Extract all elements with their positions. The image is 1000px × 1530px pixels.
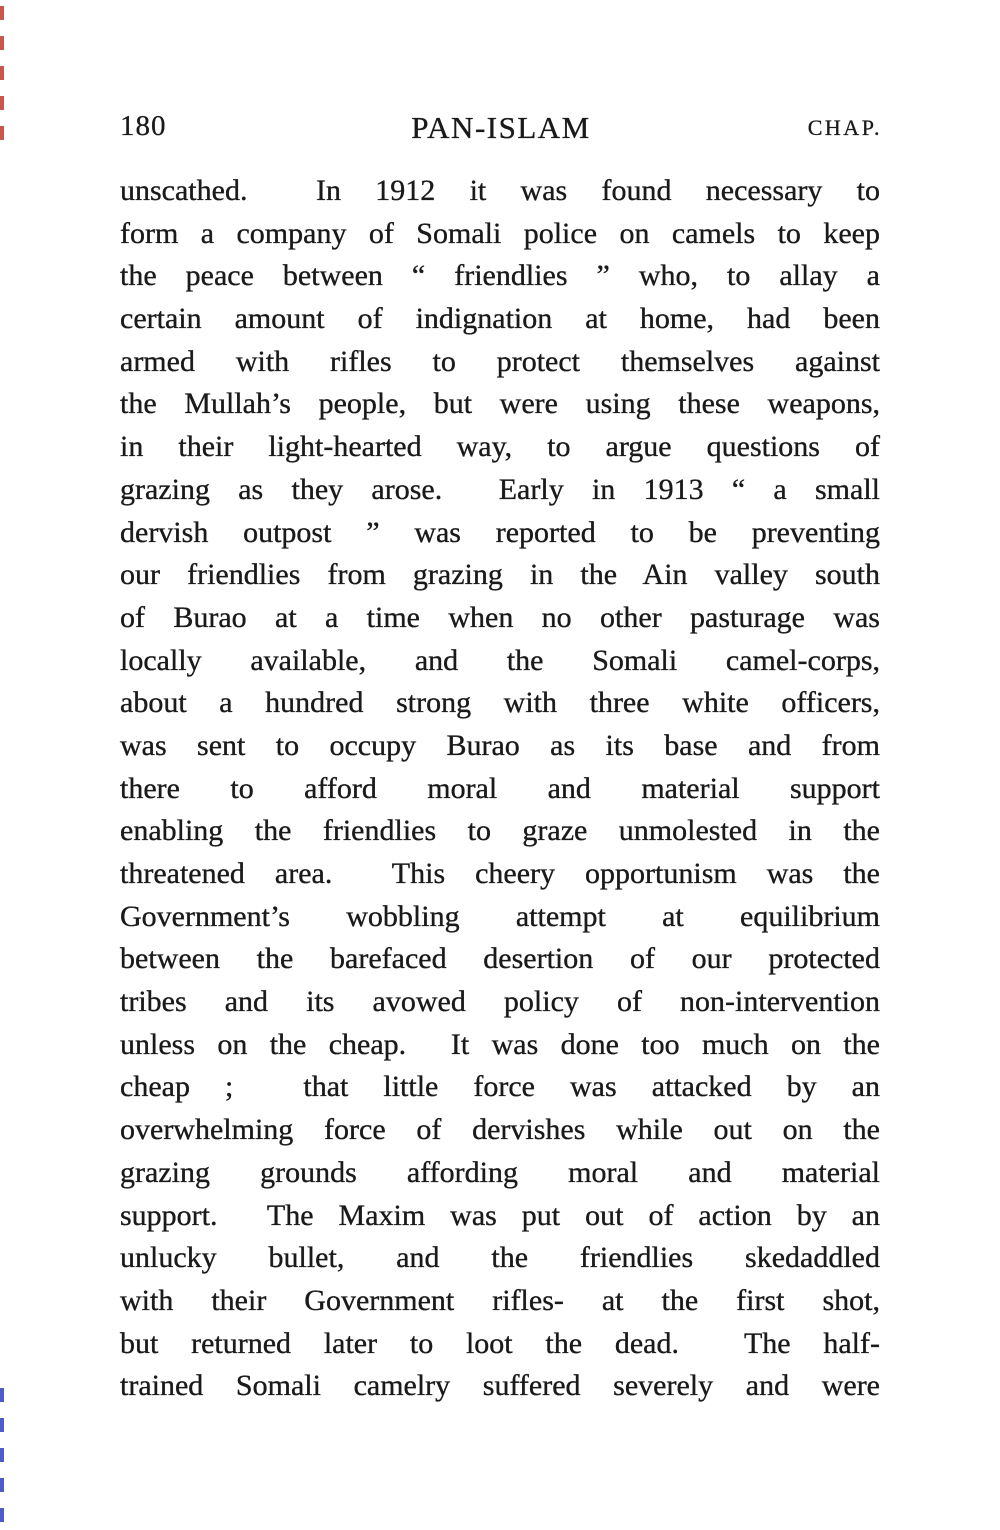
text-line: unlucky bullet, and the friendlies skedaddled: [120, 1241, 880, 1275]
chapter-marker: CHAP.: [807, 115, 882, 140]
running-title: PAN-ISLAM: [411, 110, 591, 145]
scan-edge-marks-blue: [0, 1388, 4, 1528]
page-header: [120, 110, 882, 143]
text-line: certain amount of indignation at home, had been: [120, 302, 880, 336]
text-line: the peace between “ friendlies ” who, to allay a: [120, 259, 880, 293]
text-line: enabling the friendlies to graze unmolested in the: [120, 814, 880, 848]
text-line: there to afford moral and material support: [120, 771, 880, 805]
text-line: dervish outpost ” was reported to be preventing: [120, 515, 880, 549]
text-line: locally available, and the Somali camel-corps,: [120, 643, 880, 677]
text-line: overwhelming force of dervishes while out on the: [120, 1113, 880, 1147]
text-line: of Burao at a time when no other pasturage was: [120, 600, 880, 634]
text-line: grazing grounds affording moral and material: [120, 1155, 880, 1189]
scan-edge-marks-red: [0, 6, 4, 142]
text-line: was sent to occupy Burao as its base and from: [120, 728, 880, 762]
text-line: in their light-hearted way, to argue questions of: [120, 430, 880, 464]
text-line: between the barefaced desertion of our protected: [120, 942, 880, 976]
text-line: about a hundred strong with three white officers,: [120, 686, 880, 720]
text-line: form a company of Somali police on camels to keep: [120, 216, 880, 250]
text-line: grazing as they arose. Early in 1913 “ a small: [120, 472, 880, 506]
text-line: unless on the cheap. It was done too much on the: [120, 1027, 880, 1061]
text-line: cheap ; that little force was attacked by an: [120, 1070, 880, 1104]
text-line: tribes and its avowed policy of non-intervention: [120, 985, 880, 1019]
text-line: threatened area. This cheery opportunism was the: [120, 857, 880, 890]
text-line: unscathed. In 1912 it was found necessary to: [120, 174, 880, 207]
text-line: armed with rifles to protect themselves against: [120, 344, 880, 378]
text-line: support. The Maxim was put out of action by an: [120, 1198, 880, 1232]
text-line: trained Somali camelry suffered severely and were: [120, 1369, 880, 1403]
text-line: Government’s wobbling attempt at equilibrium: [120, 899, 880, 933]
page-number: 180: [120, 110, 167, 142]
text-line: but returned later to loot the dead. The half-: [120, 1326, 880, 1360]
text-line: with their Government rifles- at the first shot,: [120, 1283, 880, 1317]
body-text: [120, 170, 880, 1408]
text-line: the Mullah’s people, but were using these weapons,: [120, 387, 880, 421]
text-line: our friendlies from grazing in the Ain valley south: [120, 558, 880, 592]
